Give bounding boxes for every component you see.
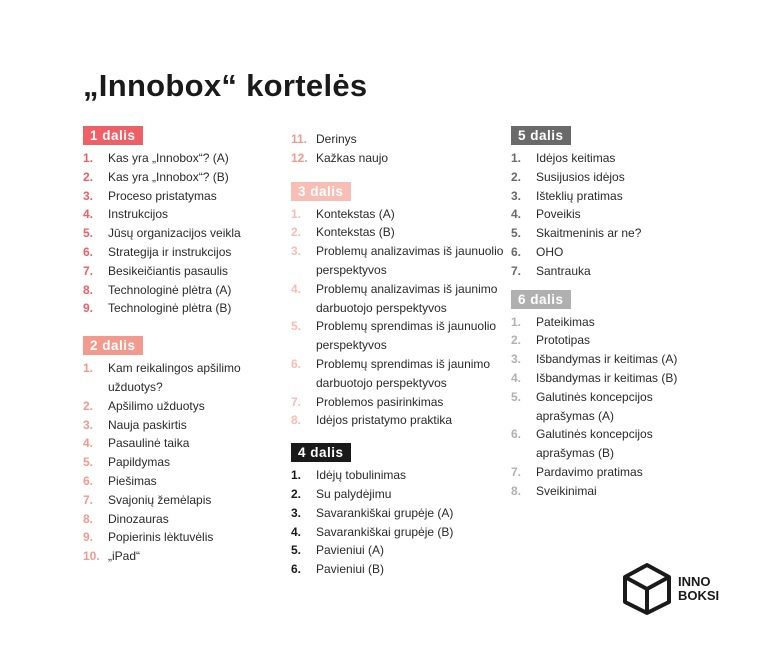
list-item <box>83 359 278 397</box>
item-label: Susijusios idėjos <box>536 169 625 184</box>
list-item <box>511 482 711 501</box>
item-label: Besikeičiantis pasaulis <box>108 263 229 278</box>
item-number: 7. <box>83 263 94 278</box>
item-label: Prototipas <box>536 333 591 348</box>
list-item <box>83 224 278 243</box>
item-number: 2. <box>511 333 522 348</box>
item-label: Problemų analizavimas iš jaunuolio perspektyvos <box>316 244 504 277</box>
list-item <box>83 149 278 168</box>
list-item <box>291 523 506 542</box>
item-number: 11. <box>291 132 308 146</box>
list-item <box>83 262 278 281</box>
logo-line-2: BOKSI <box>678 588 720 603</box>
list-item <box>291 355 506 393</box>
item-number: 9. <box>83 301 94 316</box>
list-item <box>511 350 711 369</box>
item-number: 4. <box>291 524 302 539</box>
list-item <box>83 397 278 416</box>
item-label: „iPad“ <box>108 549 141 564</box>
item-number: 6. <box>291 562 302 577</box>
section-s2 <box>83 336 278 566</box>
item-number: 8. <box>83 282 94 297</box>
item-label: Išbandymas ir keitimas (B) <box>536 370 678 385</box>
item-number: 3. <box>511 188 522 203</box>
list-item <box>291 485 506 504</box>
item-label: Apšilimo užduotys <box>108 398 205 413</box>
list-item <box>511 463 711 482</box>
list-item <box>83 243 278 262</box>
section-badge: 3 dalis <box>291 182 351 201</box>
list-item <box>511 205 711 224</box>
list-item <box>511 388 711 426</box>
column-1 <box>83 126 278 566</box>
cube-icon <box>622 562 672 616</box>
list-item <box>83 416 278 435</box>
item-label: Kas yra „Innobox“? (B) <box>108 169 229 184</box>
list-item <box>291 560 506 579</box>
item-label: Technologinė plėtra (B) <box>108 301 232 316</box>
section-badge: 2 dalis <box>83 336 143 355</box>
list-item <box>83 528 278 547</box>
list-item <box>83 168 278 187</box>
item-number: 2. <box>291 486 302 501</box>
list-item <box>291 280 506 318</box>
item-label: Idėjų tobulinimas <box>316 468 407 483</box>
item-number: 3. <box>83 188 94 203</box>
section-s4 <box>291 443 506 579</box>
item-label: Poveikis <box>536 207 581 222</box>
item-label: Kontekstas (B) <box>316 225 395 240</box>
list-item <box>83 299 278 318</box>
item-label: Skaitmeninis ar ne? <box>536 226 642 241</box>
item-number: 4. <box>291 281 302 296</box>
item-label: Išteklių pratimas <box>536 188 623 203</box>
item-label: Problemų sprendimas iš jaunimo darbuotojo perspektyvos <box>316 356 491 390</box>
item-number: 6. <box>83 473 94 488</box>
item-label: Popierinis lėktuvėlis <box>108 530 214 545</box>
item-label: Problemos pasirinkimas <box>316 394 444 409</box>
item-label: Idėjos pristatymo praktika <box>316 413 453 428</box>
list-item <box>291 242 506 280</box>
list-item <box>511 331 711 350</box>
item-number: 10. <box>83 549 100 564</box>
section-s6 <box>511 290 711 501</box>
section-s2 <box>291 130 506 168</box>
list-item <box>511 313 711 332</box>
list-item <box>291 466 506 485</box>
item-number: 7. <box>83 492 94 507</box>
column-3 <box>511 126 711 501</box>
list-item <box>83 187 278 206</box>
item-number: 1. <box>291 468 302 483</box>
item-number: 5. <box>83 455 94 470</box>
item-number: 6. <box>291 356 302 371</box>
item-label: Kam reikalingos apšilimo užduotys? <box>108 361 241 394</box>
item-number: 1. <box>83 361 94 376</box>
item-label: Pateikimas <box>536 314 595 329</box>
item-number: 1. <box>511 314 522 329</box>
item-number: 12. <box>291 150 308 165</box>
list-item <box>511 149 711 168</box>
list-item <box>83 281 278 300</box>
item-label: Nauja paskirtis <box>108 417 187 432</box>
list-item <box>83 205 278 224</box>
item-number: 6. <box>511 427 522 442</box>
item-label: Technologinė plėtra (A) <box>108 282 232 297</box>
item-number: 2. <box>291 225 302 240</box>
item-number: 5. <box>291 543 302 558</box>
item-label: Pavieniui (A) <box>316 543 385 558</box>
column-2 <box>291 130 506 579</box>
list-item <box>291 411 506 430</box>
item-number: 4. <box>83 207 94 222</box>
item-number: 7. <box>511 464 522 479</box>
list-item <box>83 453 278 472</box>
item-number: 9. <box>83 530 94 545</box>
list-item <box>291 130 506 149</box>
section-s5 <box>511 126 711 281</box>
item-label: Sveikinimai <box>536 483 597 498</box>
list-item <box>511 168 711 187</box>
item-label: Kas yra „Innobox“? (A) <box>108 151 229 165</box>
item-label: OHO <box>536 244 564 259</box>
item-number: 8. <box>511 483 522 498</box>
section-badge: 5 dalis <box>511 126 571 145</box>
item-number: 4. <box>511 207 522 222</box>
list-item <box>83 434 278 453</box>
item-label: Piešimas <box>108 473 157 488</box>
list-item <box>83 491 278 510</box>
item-number: 6. <box>83 244 94 259</box>
item-number: 6. <box>511 244 522 259</box>
item-label: Strategija ir instrukcijos <box>108 244 232 259</box>
item-number: 5. <box>511 226 522 241</box>
list-item <box>291 223 506 242</box>
item-label: Problemų analizavimas iš jaunimo darbuotojo perspektyvos <box>316 281 498 315</box>
section-s1 <box>83 126 278 318</box>
item-label: Galutinės koncepcijos aprašymas (B) <box>536 427 653 461</box>
list-item <box>511 425 711 463</box>
item-number: 8. <box>83 511 94 526</box>
item-label: Papildymas <box>108 455 171 470</box>
item-number: 5. <box>291 319 302 334</box>
item-label: Savarankiškai grupėje (B) <box>316 524 454 539</box>
item-label: Instrukcijos <box>108 207 169 222</box>
list-item <box>291 541 506 560</box>
item-label: Jūsų organizacijos veikla <box>108 226 241 241</box>
item-number: 2. <box>511 169 522 184</box>
section-s3 <box>291 182 506 431</box>
item-number: 2. <box>83 398 94 413</box>
item-label: Savarankiškai grupėje (A) <box>316 505 454 520</box>
item-label: Proceso pristatymas <box>108 188 217 203</box>
item-number: 4. <box>83 436 94 451</box>
item-number: 1. <box>511 151 522 165</box>
item-label: Kontekstas (A) <box>316 206 395 221</box>
list-item <box>511 262 711 281</box>
item-number: 3. <box>511 352 522 367</box>
item-label: Dinozauras <box>108 511 169 526</box>
list-item <box>291 205 506 224</box>
item-number: 7. <box>291 394 302 409</box>
item-number: 3. <box>83 417 94 432</box>
item-label: Svajonių žemėlapis <box>108 492 212 507</box>
item-number: 5. <box>511 389 522 404</box>
item-label: Galutinės koncepcijos aprašymas (A) <box>536 389 653 423</box>
item-number: 1. <box>83 151 94 165</box>
section-badge: 6 dalis <box>511 290 571 309</box>
logo-line-1: INNO <box>678 574 711 589</box>
item-number: 4. <box>511 370 522 385</box>
section-badge: 1 dalis <box>83 126 143 145</box>
list-item <box>511 243 711 262</box>
list-item <box>511 224 711 243</box>
item-number: 2. <box>83 169 94 184</box>
list-item <box>291 317 506 355</box>
item-label: Idėjos keitimas <box>536 151 616 165</box>
item-label: Problemų sprendimas iš jaunuolio perspektyvos <box>316 319 497 353</box>
section-badge: 4 dalis <box>291 443 351 462</box>
list-item <box>291 504 506 523</box>
list-item <box>291 393 506 412</box>
list-item <box>511 187 711 206</box>
item-number: 1. <box>291 206 302 221</box>
list-item <box>83 510 278 529</box>
item-label: Santrauka <box>536 263 591 278</box>
item-label: Su palydėjimu <box>316 486 392 501</box>
item-label: Pavieniui (B) <box>316 562 385 577</box>
item-label: Išbandymas ir keitimas (A) <box>536 352 678 367</box>
list-item <box>83 547 278 566</box>
item-number: 3. <box>291 505 302 520</box>
item-number: 8. <box>291 413 302 428</box>
item-label: Kažkas naujo <box>316 150 389 165</box>
page-title: „Innobox“ kortelės <box>83 68 368 103</box>
item-label: Derinys <box>316 132 357 146</box>
list-item <box>291 149 506 168</box>
item-number: 5. <box>83 226 94 241</box>
list-item <box>511 369 711 388</box>
item-number: 3. <box>291 244 302 259</box>
innoboksi-logo <box>622 562 719 616</box>
list-item <box>83 472 278 491</box>
item-number: 7. <box>511 263 522 278</box>
item-label: Pardavimo pratimas <box>536 464 643 479</box>
item-label: Pasaulinė taika <box>108 436 190 451</box>
